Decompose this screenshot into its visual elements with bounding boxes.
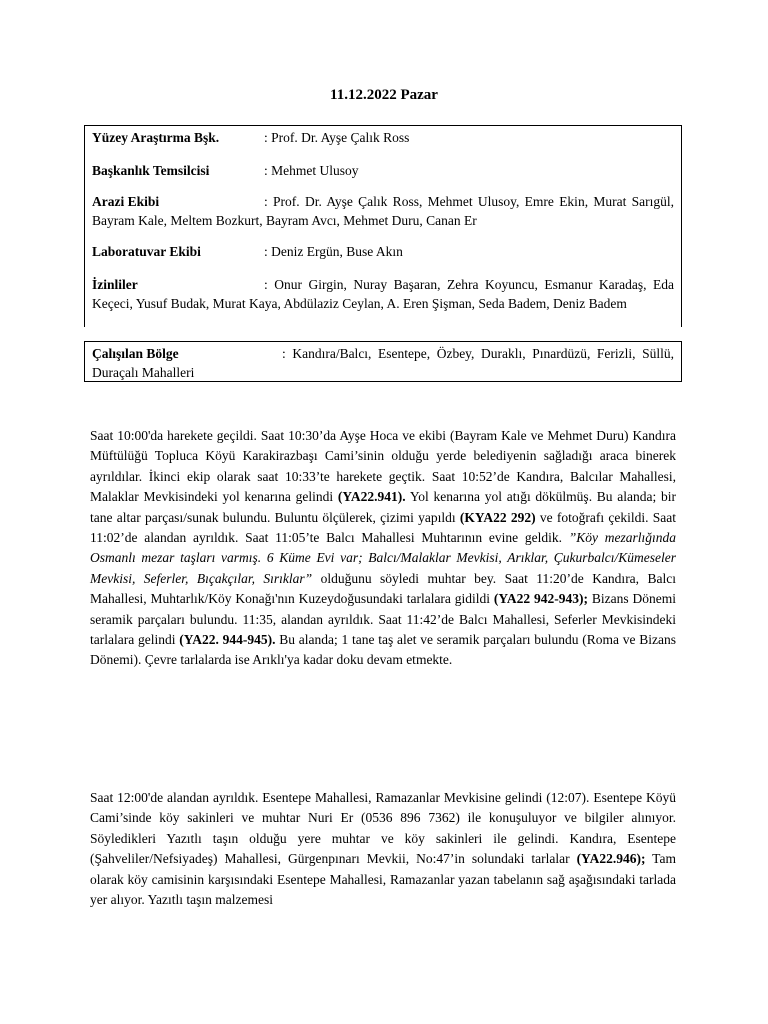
- team-value: : Onur Girgin, Nuray Başaran, Zehra Koyuncu, Esmanur Karadaş, Eda Keçeci, Yusuf Budak, Murat Kaya, Abdülaziz Ceylan, A. Eren Şişman, Seda Badem, Deniz Badem: [92, 277, 674, 311]
- team-row-representative: [92, 161, 674, 180]
- team-value: : Mehmet Ulusoy: [264, 163, 359, 178]
- team-row-on-leave: [92, 275, 674, 313]
- team-value: : Prof. Dr. Ayşe Çalık Ross: [264, 130, 410, 145]
- region-row: [92, 344, 674, 382]
- team-value: : Deniz Ergün, Buse Akın: [264, 244, 403, 259]
- team-row-lab-team: [92, 242, 674, 261]
- region-label: Çalışılan Bölge: [92, 346, 179, 361]
- page-title: 11.12.2022 Pazar: [330, 87, 438, 103]
- team-label: Arazi Ekibi: [92, 194, 160, 209]
- team-value: : Prof. Dr. Ayşe Çalık Ross, Mehmet Ulusoy, Emre Ekin, Murat Sarıgül, Bayram Kale, Meltem Bozkurt, Bayram Avcı, Mehmet Duru, Canan Er: [92, 194, 674, 228]
- team-label: İzinliler: [92, 277, 138, 292]
- team-row-field-team: [92, 192, 674, 230]
- team-label: Laboratuvar Ekibi: [92, 244, 201, 259]
- team-label: Yüzey Araştırma Bşk.: [92, 130, 220, 145]
- team-row-president: [92, 128, 674, 147]
- report-paragraph-2: Saat 12:00'de alandan ayrıldık. Esentepe Mahallesi, Ramazanlar Mevkisine gelindi (12:07). Esentepe Köyü Cami’sinde köy sakinleri ve muhtar Nuri Er (0536 896 7362) ile konuşuluyor ve bilgiler alınıyor. Söyledikleri Yazıtlı taşın olduğu yere muhtar ve köy sakinleri ile gelindi. Kandıra, Esentepe (Şahveliler/Nefsiyadeş) Mahallesi, Gürgenpınarı Mevkii, No:47’in solundaki tarlalar (YA22.946); Tam olarak köy camisinin karşısındaki Esentepe Mahallesi, Ramazanlar yazan tabelanın sağ aşağısındaki tarlada yer alıyor. Yazıtlı taşın malzemesi: [90, 790, 676, 908]
- region-box: [84, 341, 682, 382]
- team-label: Başkanlık Temsilcisi: [92, 163, 210, 178]
- report-paragraph-1: Saat 10:00'da harekete geçildi. Saat 10:30’da Ayşe Hoca ve ekibi (Bayram Kale ve Mehmet Duru) Kandıra Müftülüğü Topluca Köyü Karakirazbaşı Cami’sinin olduğu yerde belediyenin sağladığı araca binerek ayrıldılar. İkinci ekip olarak saat 10:33’te harekete geçtik. Saat 10:52’de Kandıra, Balcılar Mahallesi, Malaklar Mevkisindeki yol kenarına gelindi (YA22.941). Yol kenarına yol atığı dökülmüş. Bu alanda; bir tane altar parçası/sunak bulundu. Buluntu ölçülerek, çizimi yapıldı (KYA22 292) ve fotoğrafı çekildi. Saat 11:02’de alandan ayrıldık. Saat 11:05’te Balcı Mahallesi Muhtarının evine geldik. ”Köy mezarlığında Osmanlı mezar taşları varmış. 6 Küme Evi var; Balcı/Malaklar Mevkisi, Arıklar, Çukurbalcı/Kümeseler Mevkisi, Seferler, Bıçakçılar, Sırıklar” olduğunu söyledi muhtar bey. Saat 11:20’de Kandıra, Balcı Mahallesi, Muhtarlık/Köy Konağı'nın Kuzeydoğusundaki tarlalara gidildi (YA22 942-943); Bizans Dönemi seramik parçaları bulundu. 11:35, alandan ayrıldık. Saat 11:42’de Balcı Mahallesi, Seferler Mevkisindeki tarlalara gelindi (YA22. 944-945). Bu alanda; 1 tane taş alet ve seramik parçaları bulundu (Roma ve Bizans Dönemi). Çevre tarlalarda ise Arıklı'ya kadar doku devam etmekte.: [90, 428, 676, 668]
- team-info-box: [84, 125, 682, 327]
- region-value: : Kandıra/Balcı, Esentepe, Özbey, Duraklı, Pınardüzü, Ferizli, Süllü, Duraçalı Mahalleri: [92, 346, 674, 380]
